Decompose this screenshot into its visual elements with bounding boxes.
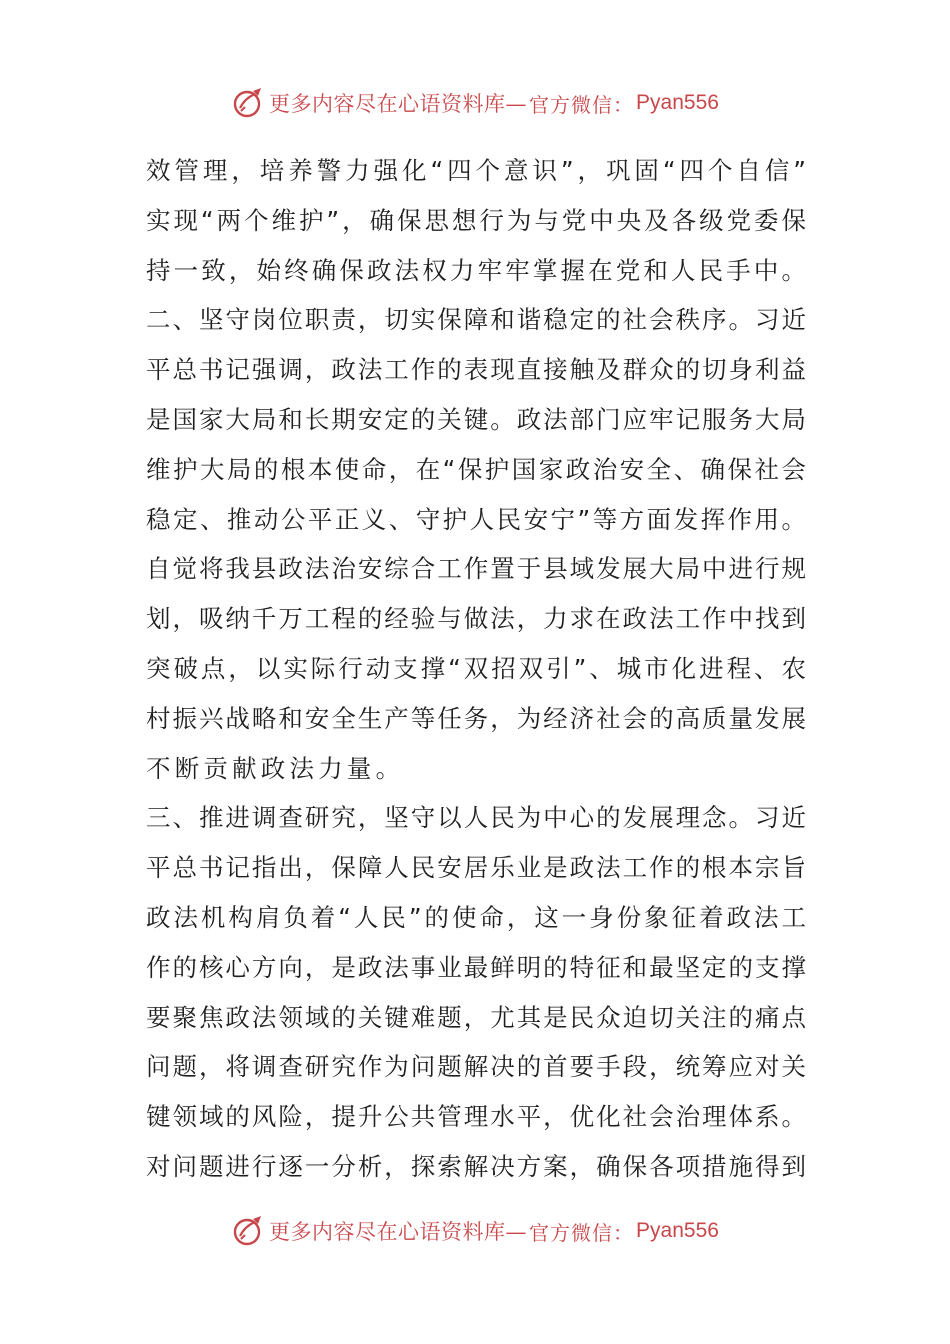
body-line: 实现“两个维护”，确保思想行为与党中央及各级党委保: [146, 205, 806, 235]
body-line: 平总书记指出，保障人民安居乐业是政法工作的根本宗旨: [146, 853, 806, 883]
body-line: 自觉将我县政法治安综合工作置于县域发展大局中进行规: [146, 554, 806, 584]
watermark-wechat-id: Pyan556: [636, 91, 719, 114]
body-line: 不断贡献政法力量。: [146, 753, 405, 783]
pen-seal-icon: [231, 86, 265, 120]
watermark-label: 官方微信：: [529, 92, 635, 117]
watermark-main-text: 更多内容尽在心语资料库—: [269, 92, 528, 116]
body-line: 三、推进调查研究，坚守以人民为中心的发展理念。习近: [146, 803, 806, 833]
body-line: 效管理，培养警力强化“四个意识”，巩固“四个自信”: [146, 156, 806, 185]
body-line: 政法机构肩负着“人民”的使命，这一身份象征着政法工: [146, 902, 806, 932]
body-line: 作的核心方向，是政法事业最鲜明的特征和最坚定的支撑: [146, 952, 806, 982]
pen-seal-icon: [231, 1214, 265, 1248]
body-line: 要聚焦政法领域的关键难题，尤其是民众迫切关注的痛点: [146, 1002, 806, 1032]
body-line: 突破点，以实际行动支撑“双招双引”、城市化进程、农: [146, 653, 806, 683]
body-line: 键领域的风险，提升公共管理水平，优化社会治理体系。: [146, 1102, 806, 1132]
watermark-main-text: 更多内容尽在心语资料库—: [269, 1220, 528, 1244]
watermark-wechat-id: Pyan556: [636, 1219, 719, 1242]
body-line: 划，吸纳千万工程的经验与做法，力求在政法工作中找到: [146, 604, 806, 634]
watermark-label: 官方微信：: [529, 1220, 635, 1245]
body-line: 对问题进行逐一分析，探索解决方案，确保各项措施得到: [146, 1151, 806, 1181]
body-line: 稳定、推动公平正义、守护人民安宁”等方面发挥作用。: [146, 504, 806, 534]
body-line: 问题，将调查研究作为问题解决的首要手段，统筹应对关: [146, 1052, 806, 1082]
body-line: 村振兴战略和安全生产等任务，为经济社会的高质量发展: [146, 703, 806, 733]
document-body: [146, 146, 806, 1192]
body-line: 平总书记强调，政法工作的表现直接触及群众的切身利益: [146, 355, 806, 385]
watermark-banner-top: [0, 83, 950, 123]
body-line: 二、坚守岗位职责，切实保障和谐稳定的社会秩序。习近: [146, 305, 806, 335]
body-line: 是国家大局和长期安定的关键。政法部门应牢记服务大局: [146, 404, 806, 434]
body-line: 维护大局的根本使命，在“保护国家政治安全、确保社会: [146, 454, 806, 484]
watermark-banner-bottom: [0, 1211, 950, 1251]
body-line: 持一致，始终确保政法权力牢牢掌握在党和人民手中。: [146, 255, 806, 285]
